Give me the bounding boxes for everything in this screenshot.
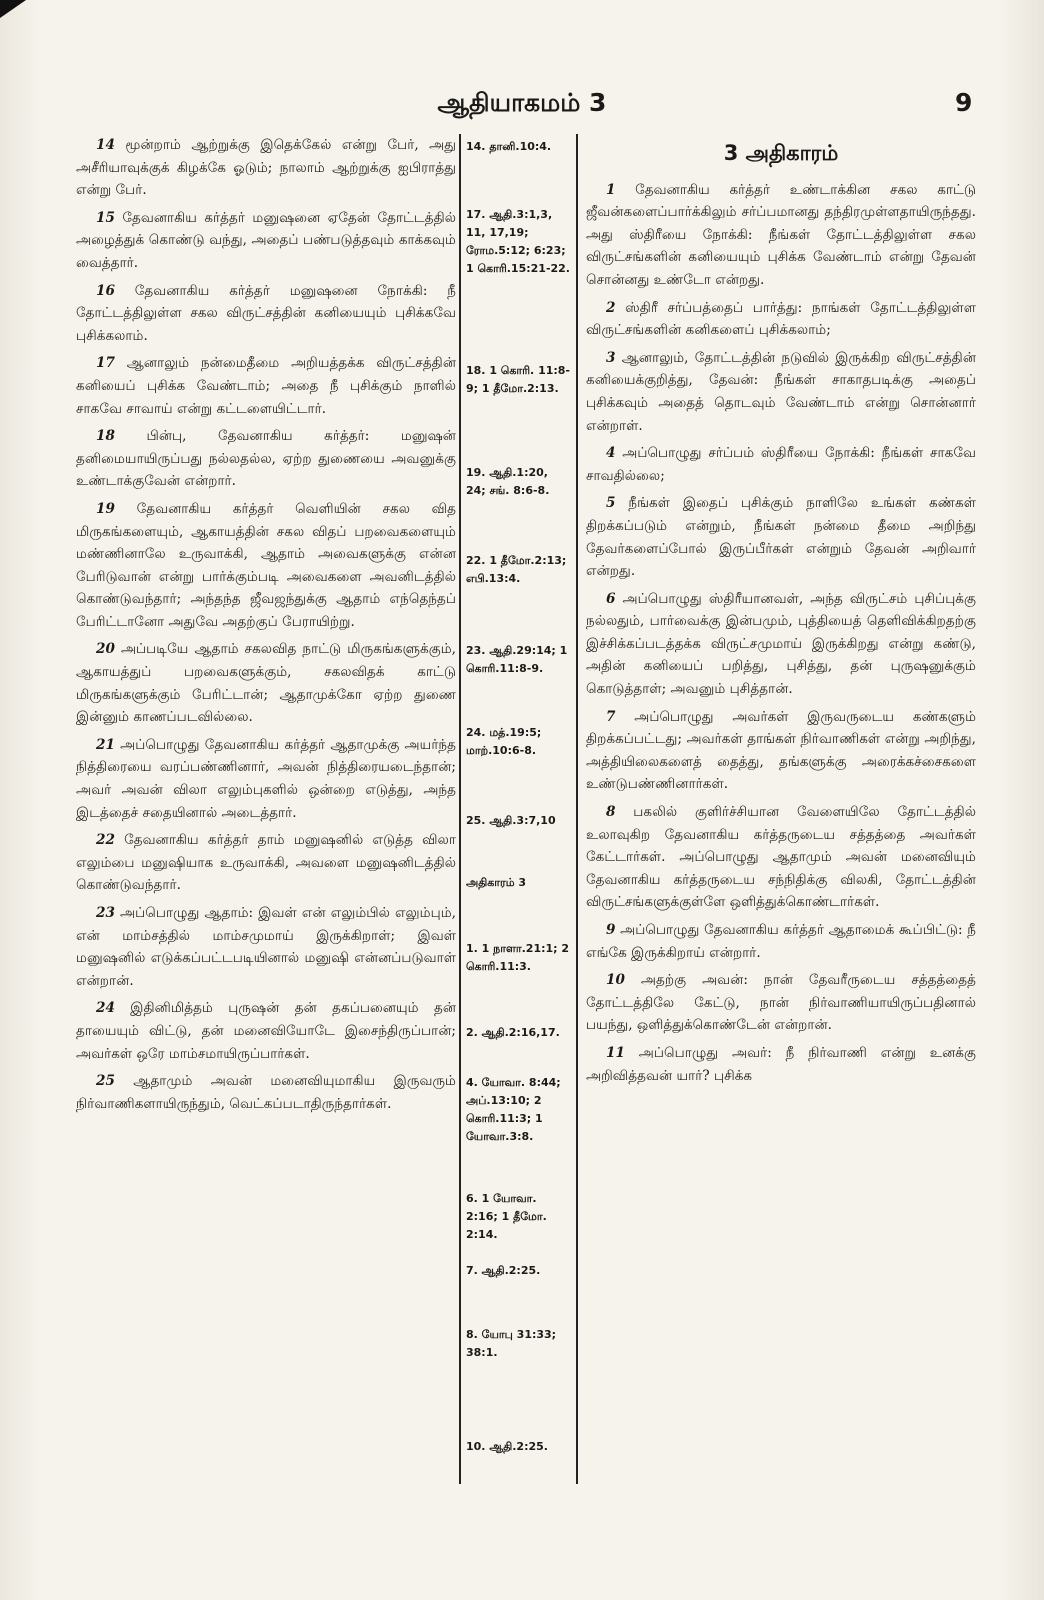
verse-text: தேவனாகிய கர்த்தர் மனுஷனை ஏதேன் தோட்டத்தில் அழைத்துக் கொண்டு வந்து, அதைப் பண்படுத்தவும் காக்கவும் வைத்தார்.	[76, 209, 456, 271]
verse-text: ஆனாலும், தோட்டத்தின் நடுவில் இருக்கிற விருட்சத்தின் கனியைக்குறித்து, தேவன்: நீங்கள் சாகாதபடிக்கு அதைப் புசிக்கவும் அதைத் தொடவும் வேண்டாம் என்று சொன்னார் என்றாள்.	[586, 349, 977, 434]
cross-reference: 18. 1 கொரி. 11:8-9; 1 தீமோ.2:13.	[466, 364, 570, 395]
cross-reference: 6. 1 யோவா. 2:16; 1 தீமோ. 2:14.	[466, 1192, 547, 1241]
verse-text: அப்பொழுது சர்ப்பம் ஸ்திரீயை நோக்கி: நீங்கள் சாகவே சாவதில்லை;	[586, 445, 976, 484]
cross-reference: 7. ஆதி.2:25.	[466, 1264, 541, 1277]
verse-paragraph	[586, 801, 976, 914]
verse-number: 14	[96, 137, 115, 153]
verse-paragraph	[586, 179, 976, 292]
cross-reference: 23. ஆதி.29:14; 1 கொரி.11:8-9.	[466, 644, 568, 675]
page-number: 9	[955, 88, 973, 117]
cross-reference: 1. 1 நாளா.21:1; 2 கொரி.11:3.	[466, 942, 570, 973]
verse-paragraph	[76, 207, 456, 275]
verse-text: ஆனாலும் நன்மைதீமை அறியத்தக்க விருட்சத்தின் கனியைப் புசிக்க வேண்டாம்; அதை நீ புசிக்கும் நாளில் சாகவே சாவாய் என்று கட்டளையிட்டார்.	[76, 355, 457, 417]
verse-text: அப்பொழுது தேவனாகிய கர்த்தர் ஆதாமுக்கு அயர்ந்த நித்திரையை வரப்பண்ணினார், அவன் நித்திரையடைந்தான்; அவர் அவன் விலா எலும்புகளில் ஒன்றை எடுத்து, அந்த இடத்தைச் சதையினால் அடைத்தார்.	[76, 736, 456, 821]
verse-number: 11	[606, 1044, 625, 1061]
cross-reference: 10. ஆதி.2:25.	[466, 1440, 548, 1453]
cross-reference: 25. ஆதி.3:7,10	[466, 814, 556, 827]
verse-paragraph	[76, 638, 456, 728]
verse-text: தேவனாகிய கர்த்தர் உண்டாக்கின சகல காட்டு ஜீவன்களைப்பார்க்கிலும் சர்ப்பமானது தந்திரமுள்ளதாயிருந்தது. அது ஸ்திரீயை நோக்கி: நீங்கள் தோட்டத்திலுள்ள சகல விருட்சங்களின் கனியையும் புசிக்க வேண்டாம் என்று தேவன் சொன்னது உண்டோ என்றது.	[586, 181, 976, 288]
verse-paragraph	[76, 734, 456, 824]
verse-number: 17	[96, 355, 115, 372]
verse-text: அப்பொழுது தேவனாகிய கர்த்தர் ஆதாமைக் கூப்பிட்டு: நீ எங்கே இருக்கிறாய் என்றார்.	[586, 922, 976, 961]
cross-reference: 14. தானி.10:4.	[466, 140, 552, 153]
verse-number: 21	[96, 736, 115, 753]
cross-reference: 19. ஆதி.1:20, 24; சங். 8:6-8.	[466, 466, 550, 497]
verse-paragraph	[76, 280, 456, 348]
verse-text: அப்பொழுது ஸ்திரீயானவள், அந்த விருட்சம் புசிப்புக்கு நல்லதும், பார்வைக்கு இன்பமும், புத்தியைத் தெளிவிக்கிறதற்கு இச்சிக்கப்படத்தக்க விருட்சமுமாய் இருக்கிறது என்று கண்டு, அதின் கனியைப் பறித்து, புசித்து, தன் புருஷனுக்கும் கொடுத்தாள்; அவனும் புசித்தான்.	[586, 590, 977, 698]
cross-reference: அதிகாரம் 3	[466, 876, 527, 889]
verse-text: அப்பொழுது அவர்: நீ நிர்வாணி என்று உனக்கு அறிவித்தவன் யார்? புசிக்க	[586, 1044, 977, 1084]
verse-number: 5	[606, 495, 616, 512]
cross-reference: 22. 1 தீமோ.2:13; எபி.13:4.	[466, 554, 567, 585]
left-text-column	[76, 134, 456, 1120]
verse-number: 24	[96, 1000, 115, 1017]
verse-text: ஸ்திரீ சர்ப்பத்தைப் பார்த்து: நாங்கள் தோட்டத்திலுள்ள விருட்சங்களின் கனிகளைப் புசிக்கலாம்;	[586, 299, 976, 339]
verse-text: அப்பொழுது ஆதாம்: இவள் என் எலும்பில் எலும்பும், என் மாம்சத்தில் மாம்சமுமாய் இருக்கிறாள்; இவள் மனுஷனில் எடுக்கப்பட்டபடியினால் மனுஷி என்னப்படுவாள் என்றான்.	[76, 905, 456, 989]
verse-text: பின்பு, தேவனாகிய கர்த்தர்: மனுஷன் தனிமையாயிருப்பது நல்லதல்ல, ஏற்ற துணையை அவனுக்கு உண்டாக்குவேன் என்றார்.	[76, 428, 456, 490]
verse-paragraph	[586, 297, 976, 342]
verse-paragraph	[586, 1042, 976, 1087]
verse-text: தேவனாகிய கர்த்தர் வெளியின் சகல வித மிருகங்களையும், ஆகாயத்தின் சகல விதப் பறவைகளையும் மண்ணினாலே உருவாக்கி, ஆதாம் அவைகளுக்கு என்ன பேரிடுவான் என்று பார்க்கும்படி அவைகளை அவனிடத்தில் கொண்டுவந்தார்; அந்தந்த ஜீவஜந்துக்கு ஆதாம் எந்தெந்தப் பேரிட்டானோ அதுவே அதற்குப் பேராயிற்று.	[76, 500, 456, 630]
verse-number: 22	[96, 832, 115, 849]
verse-number: 6	[606, 590, 616, 607]
verse-paragraph	[586, 492, 976, 582]
cross-reference: 4. யோவா. 8:44; அப்.13:10; 2 கொரி.11:3; 1 யோவா.3:8.	[466, 1076, 561, 1143]
verse-number: 16	[96, 282, 115, 299]
verse-number: 18	[96, 428, 115, 445]
verse-paragraph	[586, 969, 976, 1037]
verse-paragraph	[586, 706, 976, 796]
verse-paragraph	[586, 347, 976, 437]
verse-number: 15	[96, 209, 115, 226]
cross-reference: 17. ஆதி.3:1,3, 11, 17,19; ரோம.5:12; 6:23; 1 கொரி.15:21-22.	[466, 208, 570, 275]
verse-number: 4	[606, 445, 616, 462]
verse-number: 3	[606, 349, 616, 366]
verse-number: 8	[606, 804, 616, 821]
verse-paragraph	[76, 902, 456, 992]
verse-number: 23	[96, 905, 115, 921]
verse-paragraph	[76, 997, 456, 1065]
verse-text: மூன்றாம் ஆற்றுக்கு இதெக்கேல் என்று பேர், அது அசீரியாவுக்குக் கிழக்கே ஓடும்; நாலாம் ஆற்றுக்கு ஐபிராத்து என்று பேர்.	[76, 137, 457, 199]
verse-number: 1	[606, 181, 616, 198]
verse-text: அப்பொழுது அவர்கள் இருவருடைய கண்களும் திறக்கப்பட்டது; அவர்கள் தாங்கள் நிர்வாணிகள் என்று அறிந்து, அத்தியிலைகளைத் தைத்து, தங்களுக்கு அரைக்கச்சைகளை உண்டுபண்ணினார்கள்.	[586, 708, 977, 793]
verse-text: பகலில் குளிர்ச்சியான வேளையிலே தோட்டத்தில் உலாவுகிற தேவனாகிய கர்த்தருடைய சத்தத்தை அவர்கள் கேட்டார்கள். அப்பொழுது ஆதாமும் அவன் மனைவியும் தேவனாகிய கர்த்தருடைய சந்நிதிக்கு விலகி, தோட்டத்தின் விருட்சங்களுக்குள்ளே ஒளித்துக்கொண்டார்கள்.	[586, 804, 976, 911]
verse-paragraph	[76, 498, 456, 634]
verse-number: 7	[606, 708, 616, 725]
column-divider-right	[576, 134, 578, 1484]
cross-reference: 8. யோபு 31:33; 38:1.	[466, 1328, 557, 1359]
verse-number: 19	[96, 500, 115, 517]
page-corner-mark	[0, 0, 26, 18]
verse-text: தேவனாகிய கர்த்தர் மனுஷனை நோக்கி: நீ தோட்டத்திலுள்ள சகல விருட்சத்தின் கனியையும் புசிக்கவே புசிக்கலாம்.	[76, 282, 456, 344]
running-header-title: ஆதியாகமம் 3	[437, 88, 607, 117]
verse-text: அப்படியே ஆதாம் சகலவித நாட்டு மிருகங்களுக்கும், ஆகாயத்துப் பறவைகளுக்கும், சகலவிதக் காட்டு மிருகங்களுக்கும் பேரிட்டான்; ஆதாமுக்கோ ஏற்ற துணை இன்னும் காணப்படவில்லை.	[76, 641, 456, 726]
verse-paragraph	[76, 134, 456, 202]
verse-paragraph	[76, 829, 456, 897]
cross-reference: 2. ஆதி.2:16,17.	[466, 1026, 560, 1039]
verse-paragraph	[586, 919, 976, 964]
verse-text: அதற்கு அவன்: நான் தேவரீருடைய சத்தத்தைத் தோட்டத்திலே கேட்டு, நான் நிர்வாணியாயிருப்பதினால் பயந்து, ஒளித்துக்கொண்டேன் என்றான்.	[586, 972, 976, 1034]
verse-number: 9	[606, 922, 616, 938]
verse-paragraph	[76, 425, 456, 493]
verse-text: நீங்கள் இதைப் புசிக்கும் நாளிலே உங்கள் கண்கள் திறக்கப்படும் என்றும், நீங்கள் நன்மை தீமை அறிந்து தேவர்களைப்போல் இருப்பீர்கள் என்றும் தேவன் அறிவார் என்றது.	[586, 495, 976, 580]
right-text-column	[586, 134, 976, 1092]
verse-number: 2	[606, 299, 616, 316]
verse-number: 20	[96, 641, 115, 658]
verse-paragraph	[76, 352, 456, 420]
verse-paragraph	[586, 442, 976, 487]
verse-number: 25	[96, 1073, 115, 1090]
cross-reference: 24. மத்.19:5; மாற்.10:6-8.	[466, 726, 542, 757]
cross-reference-column	[466, 134, 570, 1484]
verse-paragraph	[586, 588, 976, 701]
verse-text: இதினிமித்தம் புருஷன் தன் தகப்பனையும் தன் தாயையும் விட்டு, தன் மனைவியோடே இசைந்திருப்பான்; அவர்கள் ஒரே மாம்சமாயிருப்பார்கள்.	[76, 1000, 456, 1062]
chapter-heading: 3 அதிகாரம்	[723, 141, 839, 165]
verse-text: தேவனாகிய கர்த்தர் தாம் மனுஷனில் எடுத்த விலா எலும்பை மனுஷியாக உருவாக்கி, அவளை மனுஷனிடத்தில் கொண்டுவந்தார்.	[76, 832, 456, 894]
verse-number: 10	[606, 972, 625, 989]
column-divider-left	[459, 134, 461, 1484]
verse-paragraph	[76, 1070, 456, 1115]
verse-text: ஆதாமும் அவன் மனைவியுமாகிய இருவரும் நிர்வாணிகளாயிருந்தும், வெட்கப்படாதிருந்தார்கள்.	[76, 1073, 456, 1112]
